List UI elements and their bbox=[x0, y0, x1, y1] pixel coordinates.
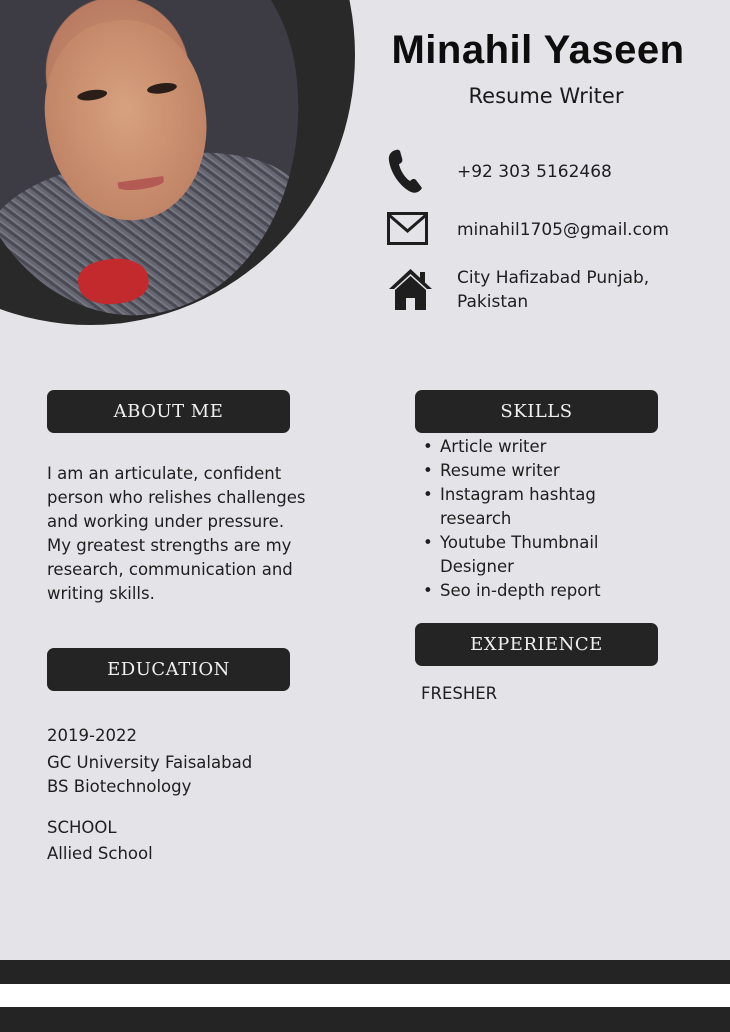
address-line-1: City Hafizabad Punjab, bbox=[457, 268, 650, 288]
skill-text: Article writer bbox=[440, 437, 547, 456]
experience-heading: EXPERIENCE bbox=[415, 623, 658, 666]
skill-text-cont: research bbox=[440, 509, 512, 528]
skill-text: Seo in-depth report bbox=[440, 581, 601, 600]
skills-heading: SKILLS bbox=[415, 390, 658, 433]
about-line: I am an articulate, confident bbox=[47, 464, 282, 483]
education-details bbox=[47, 724, 337, 867]
address-line-2: Pakistan bbox=[457, 292, 529, 312]
address bbox=[457, 266, 649, 314]
skill-item bbox=[420, 579, 680, 603]
skill-item bbox=[420, 459, 680, 483]
skill-item bbox=[420, 435, 680, 459]
email-address: minahil1705@gmail.com bbox=[457, 220, 669, 240]
about-line: person who relishes challenges bbox=[47, 488, 306, 507]
skill-item bbox=[420, 531, 680, 579]
skills-list bbox=[420, 435, 680, 603]
education-degree: BS Biotechnology bbox=[47, 777, 192, 796]
about-line: My greatest strengths are my bbox=[47, 536, 292, 555]
skill-text: • Youtube Thumbnail bbox=[440, 533, 599, 552]
about-line: research, communication and bbox=[47, 560, 293, 579]
footer-band-light bbox=[0, 984, 730, 1007]
about-line: writing skills. bbox=[47, 584, 155, 603]
profile-photo bbox=[0, 0, 327, 337]
candidate-role: Resume Writer bbox=[468, 84, 624, 108]
skill-text-cont: Designer bbox=[440, 557, 514, 576]
education-university: GC University Faisalabad bbox=[47, 752, 253, 772]
skill-text: • Instagram hashtag bbox=[440, 485, 596, 504]
footer-band-dark-bottom bbox=[0, 1007, 730, 1032]
about-line: and working under pressure. bbox=[47, 512, 285, 531]
experience-text: FRESHER bbox=[421, 684, 498, 703]
skill-item bbox=[420, 483, 680, 531]
phone-icon bbox=[387, 148, 425, 194]
mail-icon bbox=[387, 212, 428, 245]
skill-text: Resume writer bbox=[440, 461, 560, 480]
home-icon bbox=[387, 267, 434, 311]
education-heading: EDUCATION bbox=[47, 648, 290, 691]
education-years: 2019-2022 bbox=[47, 726, 137, 745]
footer-band-dark bbox=[0, 960, 730, 984]
phone-number: +92 303 5162468 bbox=[457, 162, 612, 182]
school-label: SCHOOL bbox=[47, 817, 117, 837]
about-text bbox=[47, 462, 337, 606]
about-heading: ABOUT ME bbox=[47, 390, 290, 433]
school-name: Allied School bbox=[47, 844, 153, 863]
candidate-name: Minahil Yaseen bbox=[391, 28, 685, 72]
